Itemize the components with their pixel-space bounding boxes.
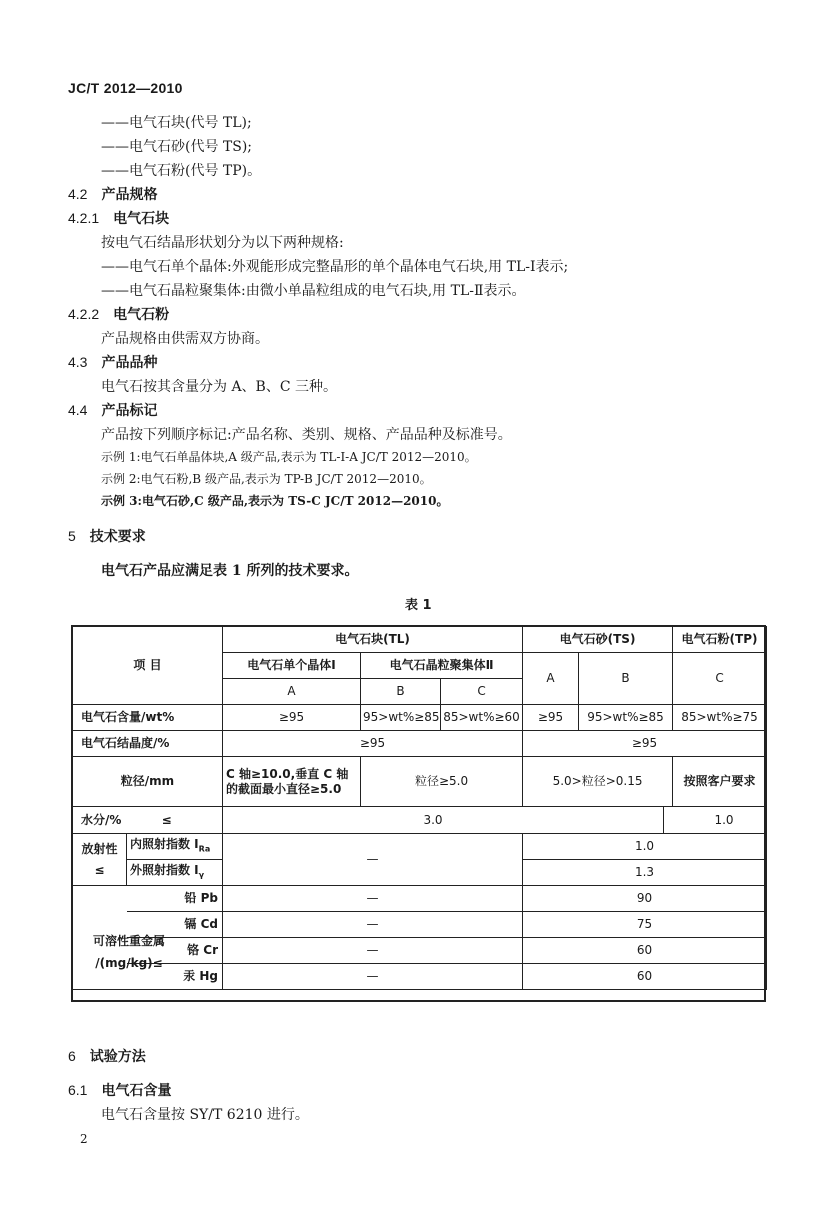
header-ts: 电气石砂(TS) — [523, 627, 673, 653]
cell-line: 的截面最小直径≥5.0 — [226, 781, 342, 796]
standard-number: JC/T 2012—2010 — [68, 80, 183, 96]
paragraph: 电气石含量按 SY/T 6210 进行。 — [101, 1107, 309, 1123]
table-cell: ≥95 — [223, 731, 523, 757]
page-number: 2 — [80, 1132, 88, 1146]
section-4-4-heading: 4.4 产品标记 — [68, 402, 158, 419]
table-cell: ≥95 — [523, 731, 767, 757]
grade-a: A — [223, 679, 361, 705]
metal-cr: 铬 Cr — [127, 938, 223, 964]
heavy-metal-label-line2: /(mg/kg)≤ — [95, 956, 163, 970]
le-symbol: ≤ — [161, 812, 172, 827]
section-6-1-heading: 6.1 电气石含量 — [68, 1082, 172, 1099]
header-item: 项 目 — [73, 627, 223, 705]
list-item: ——电气石单个晶体:外观能形成完整晶形的单个晶体电气石块,用 TL-Ⅰ表示; — [101, 259, 569, 275]
heavy-metal-label-line1: 可溶性重金属 — [92, 934, 165, 948]
example-line: 示例 1:电气石单晶体块,A 级产品,表示为 TL-Ⅰ-A JC/T 2012—2010。 — [101, 450, 477, 464]
example-line: 示例 2:电气石粉,B 级产品,表示为 TP-B JC/T 2012—2010。 — [101, 472, 432, 486]
header-aggregate: 电气石晶粒聚集体Ⅱ — [361, 653, 523, 679]
water-label: 水分/% — [81, 812, 122, 827]
table-cell: 粒径≥5.0 — [361, 757, 523, 807]
grade-c: C — [441, 679, 523, 705]
water-value-1: 3.0 — [423, 813, 443, 827]
section-4-2-1-heading: 4.2.1 电气石块 — [68, 210, 170, 227]
header-tl: 电气石块(TL) — [223, 627, 523, 653]
table-cell: — — [223, 834, 523, 886]
table-caption: 表 1 — [405, 598, 432, 613]
row-label-radioactivity — [73, 834, 127, 886]
header-single-crystal: 电气石单个晶体Ⅰ — [223, 653, 361, 679]
grade-a: A — [523, 653, 579, 705]
paragraph: 电气石按其含量分为 A、B、C 三种。 — [101, 379, 338, 395]
table-cell: ≥95 — [523, 705, 579, 731]
row-label-content: 电气石含量/wt% — [73, 705, 223, 731]
table-cell: 85>wt%≥75 — [673, 705, 767, 731]
heavy-metal-label — [74, 930, 184, 974]
rad-label: 放射性 — [81, 841, 118, 856]
header-tp: 电气石粉(TP) — [673, 627, 767, 653]
cell-line: C 轴≥10.0,垂直 C 轴 — [226, 766, 349, 781]
section-4-2-2-heading: 4.2.2 电气石粉 — [68, 306, 170, 323]
paragraph: 产品按下列顺序标记:产品名称、类别、规格、产品品种及标准号。 — [101, 427, 512, 443]
grade-b: B — [361, 679, 441, 705]
table-cell: 1.0 — [523, 834, 767, 860]
example-line: 示例 3:电气石砂,C 级产品,表示为 TS-C JC/T 2012—2010。 — [101, 494, 449, 508]
paragraph: 电气石产品应满足表 1 所列的技术要求。 — [101, 563, 359, 579]
table-cell: 90 — [523, 886, 767, 912]
table-cell — [223, 757, 361, 807]
table-cell: 60 — [523, 938, 767, 964]
list-item: ——电气石砂(代号 TS); — [101, 139, 253, 155]
paragraph: 产品规格由供需双方协商。 — [101, 331, 269, 347]
table-cell: 1.3 — [523, 860, 767, 886]
row-label-external: 外照射指数 $I_\gamma$ — [127, 860, 223, 886]
section-5-heading: 5 技术要求 — [68, 528, 146, 545]
section-6-heading: 6 试验方法 — [68, 1048, 146, 1065]
table-cell: 5.0>粒径>0.15 — [523, 757, 673, 807]
list-item: ——电气石晶粒聚集体:由微小单晶粒组成的电气石块,用 TL-Ⅱ表示。 — [101, 283, 526, 299]
row-label-water — [73, 807, 223, 834]
table-cell: ≥95 — [223, 705, 361, 731]
table-cell: 60 — [523, 964, 767, 990]
metal-pb: 铅 Pb — [127, 886, 223, 912]
table-cell: 95>wt%≥85 — [361, 705, 441, 731]
table-cell: — — [223, 912, 523, 938]
section-4-3-heading: 4.3 产品品种 — [68, 354, 158, 371]
section-4-2-heading: 4.2 产品规格 — [68, 186, 158, 203]
row-label-size: 粒径/mm — [73, 757, 223, 807]
list-item: ——电气石粉(代号 TP)。 — [101, 163, 262, 179]
grade-c: C — [673, 653, 767, 705]
table-cell: — — [223, 938, 523, 964]
list-item: ——电气石块(代号 TL); — [101, 115, 252, 131]
le-symbol: ≤ — [94, 862, 105, 877]
metal-hg: 汞 Hg — [127, 964, 223, 990]
row-label-internal: 内照射指数 $I_{Ra}$ — [127, 834, 223, 860]
paragraph: 按电气石结晶形状划分为以下两种规格: — [101, 235, 344, 251]
table-cell: — — [223, 964, 523, 990]
table-cell: — — [223, 886, 523, 912]
table-cell: 75 — [523, 912, 767, 938]
table-cell: 按照客户要求 — [673, 757, 767, 807]
metal-cd: 镉 Cd — [127, 912, 223, 938]
water-value-2: 1.0 — [663, 807, 767, 833]
row-label-crystallinity: 电气石结晶度/% — [73, 731, 223, 757]
table-cell: 85>wt%≥60 — [441, 705, 523, 731]
table-cell — [223, 807, 767, 834]
grade-b: B — [579, 653, 673, 705]
table-cell: 95>wt%≥85 — [579, 705, 673, 731]
